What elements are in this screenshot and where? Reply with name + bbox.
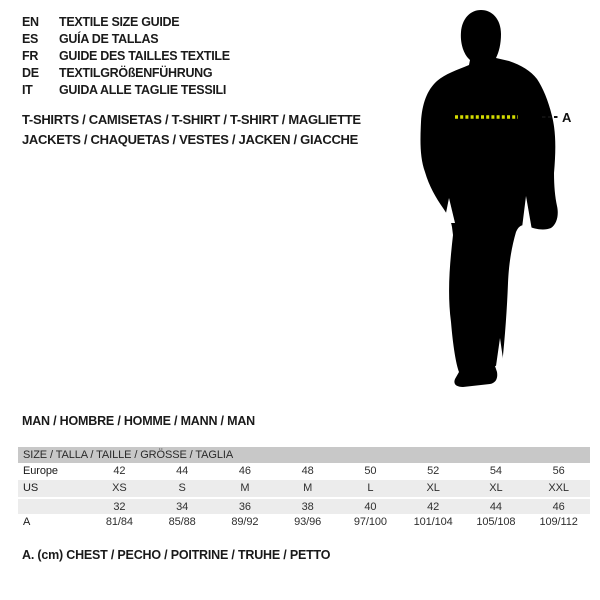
language-row-en: [22, 14, 230, 31]
man-silhouette-figure: [400, 5, 590, 397]
size-cell: 46: [552, 501, 565, 513]
size-cell: 52: [427, 465, 440, 477]
size-cell: 38: [301, 501, 314, 513]
language-code: FR: [22, 49, 39, 63]
language-legend: [22, 14, 230, 99]
size-cell: 32: [113, 501, 126, 513]
size-cell: XXL: [548, 482, 569, 494]
language-code: IT: [22, 83, 33, 97]
category-tshirts: T-SHIRTS / CAMISETAS / T-SHIRT / T-SHIRT / MAGLIETTE: [22, 112, 361, 127]
table-row-us: [18, 480, 590, 497]
size-cell: 44: [489, 501, 502, 513]
size-cell: 42: [427, 501, 440, 513]
size-table-header: SIZE / TALLA / TAILLE / GRÖSSE / TAGLIA: [18, 447, 590, 463]
table-row-europe: [18, 463, 590, 480]
size-cell: 50: [364, 465, 377, 477]
size-cell: L: [367, 482, 374, 494]
size-cell: 93/96: [294, 516, 322, 528]
language-title: GUIDA ALLE TAGLIE TESSILI: [59, 83, 227, 97]
section-title-man: MAN / HOMBRE / HOMME / MANN / MAN: [22, 414, 255, 428]
language-title: GUÍA DE TALLAS: [59, 32, 159, 46]
size-cell: S: [178, 482, 186, 494]
size-table: [18, 447, 590, 531]
size-cell: XS: [112, 482, 127, 494]
size-cell: XL: [489, 482, 503, 494]
man-silhouette-body: [420, 10, 557, 387]
measure-footnote: A. (cm) CHEST / PECHO / POITRINE / TRUHE / PETTO: [22, 548, 331, 562]
size-cell: 109/112: [539, 516, 578, 528]
table-row-alt-sizes: [18, 497, 590, 514]
size-cell: 85/88: [168, 516, 196, 528]
row-label: Europe: [23, 465, 58, 477]
size-cell: 48: [301, 465, 314, 477]
size-cell: 40: [364, 501, 377, 513]
size-cell: 54: [489, 465, 502, 477]
measure-label-a: A: [562, 110, 572, 125]
size-cell: M: [240, 482, 250, 494]
language-title: TEXTILGRÖßENFÜHRUNG: [59, 66, 213, 80]
category-jackets: JACKETS / CHAQUETAS / VESTES / JACKEN / GIACCHE: [22, 132, 358, 147]
size-cell: 34: [176, 501, 189, 513]
language-title: TEXTILE SIZE GUIDE: [59, 15, 180, 29]
table-row-chest-cm: [18, 514, 590, 531]
size-cell: 42: [113, 465, 126, 477]
language-code: EN: [22, 15, 39, 29]
category-block: [22, 110, 361, 150]
language-row-it: [22, 82, 230, 99]
man-silhouette-svg: [400, 5, 590, 397]
size-cell: 105/108: [476, 516, 516, 528]
language-row-de: [22, 65, 230, 82]
size-cell: XL: [426, 482, 440, 494]
size-cell: 36: [238, 501, 251, 513]
size-cell: 89/92: [231, 516, 259, 528]
row-label: US: [23, 482, 39, 494]
size-cell: 97/100: [353, 516, 387, 528]
language-title: GUIDE DES TAILLES TEXTILE: [59, 49, 230, 63]
language-code: ES: [22, 32, 39, 46]
language-row-es: [22, 31, 230, 48]
language-code: DE: [22, 66, 39, 80]
size-cell: 56: [552, 465, 565, 477]
size-cell: 44: [176, 465, 189, 477]
row-label: A: [23, 516, 31, 528]
size-cell: 46: [238, 465, 251, 477]
size-cell: 81/84: [105, 516, 133, 528]
size-cell: M: [303, 482, 313, 494]
language-row-fr: [22, 48, 230, 65]
size-cell: 101/104: [413, 516, 453, 528]
